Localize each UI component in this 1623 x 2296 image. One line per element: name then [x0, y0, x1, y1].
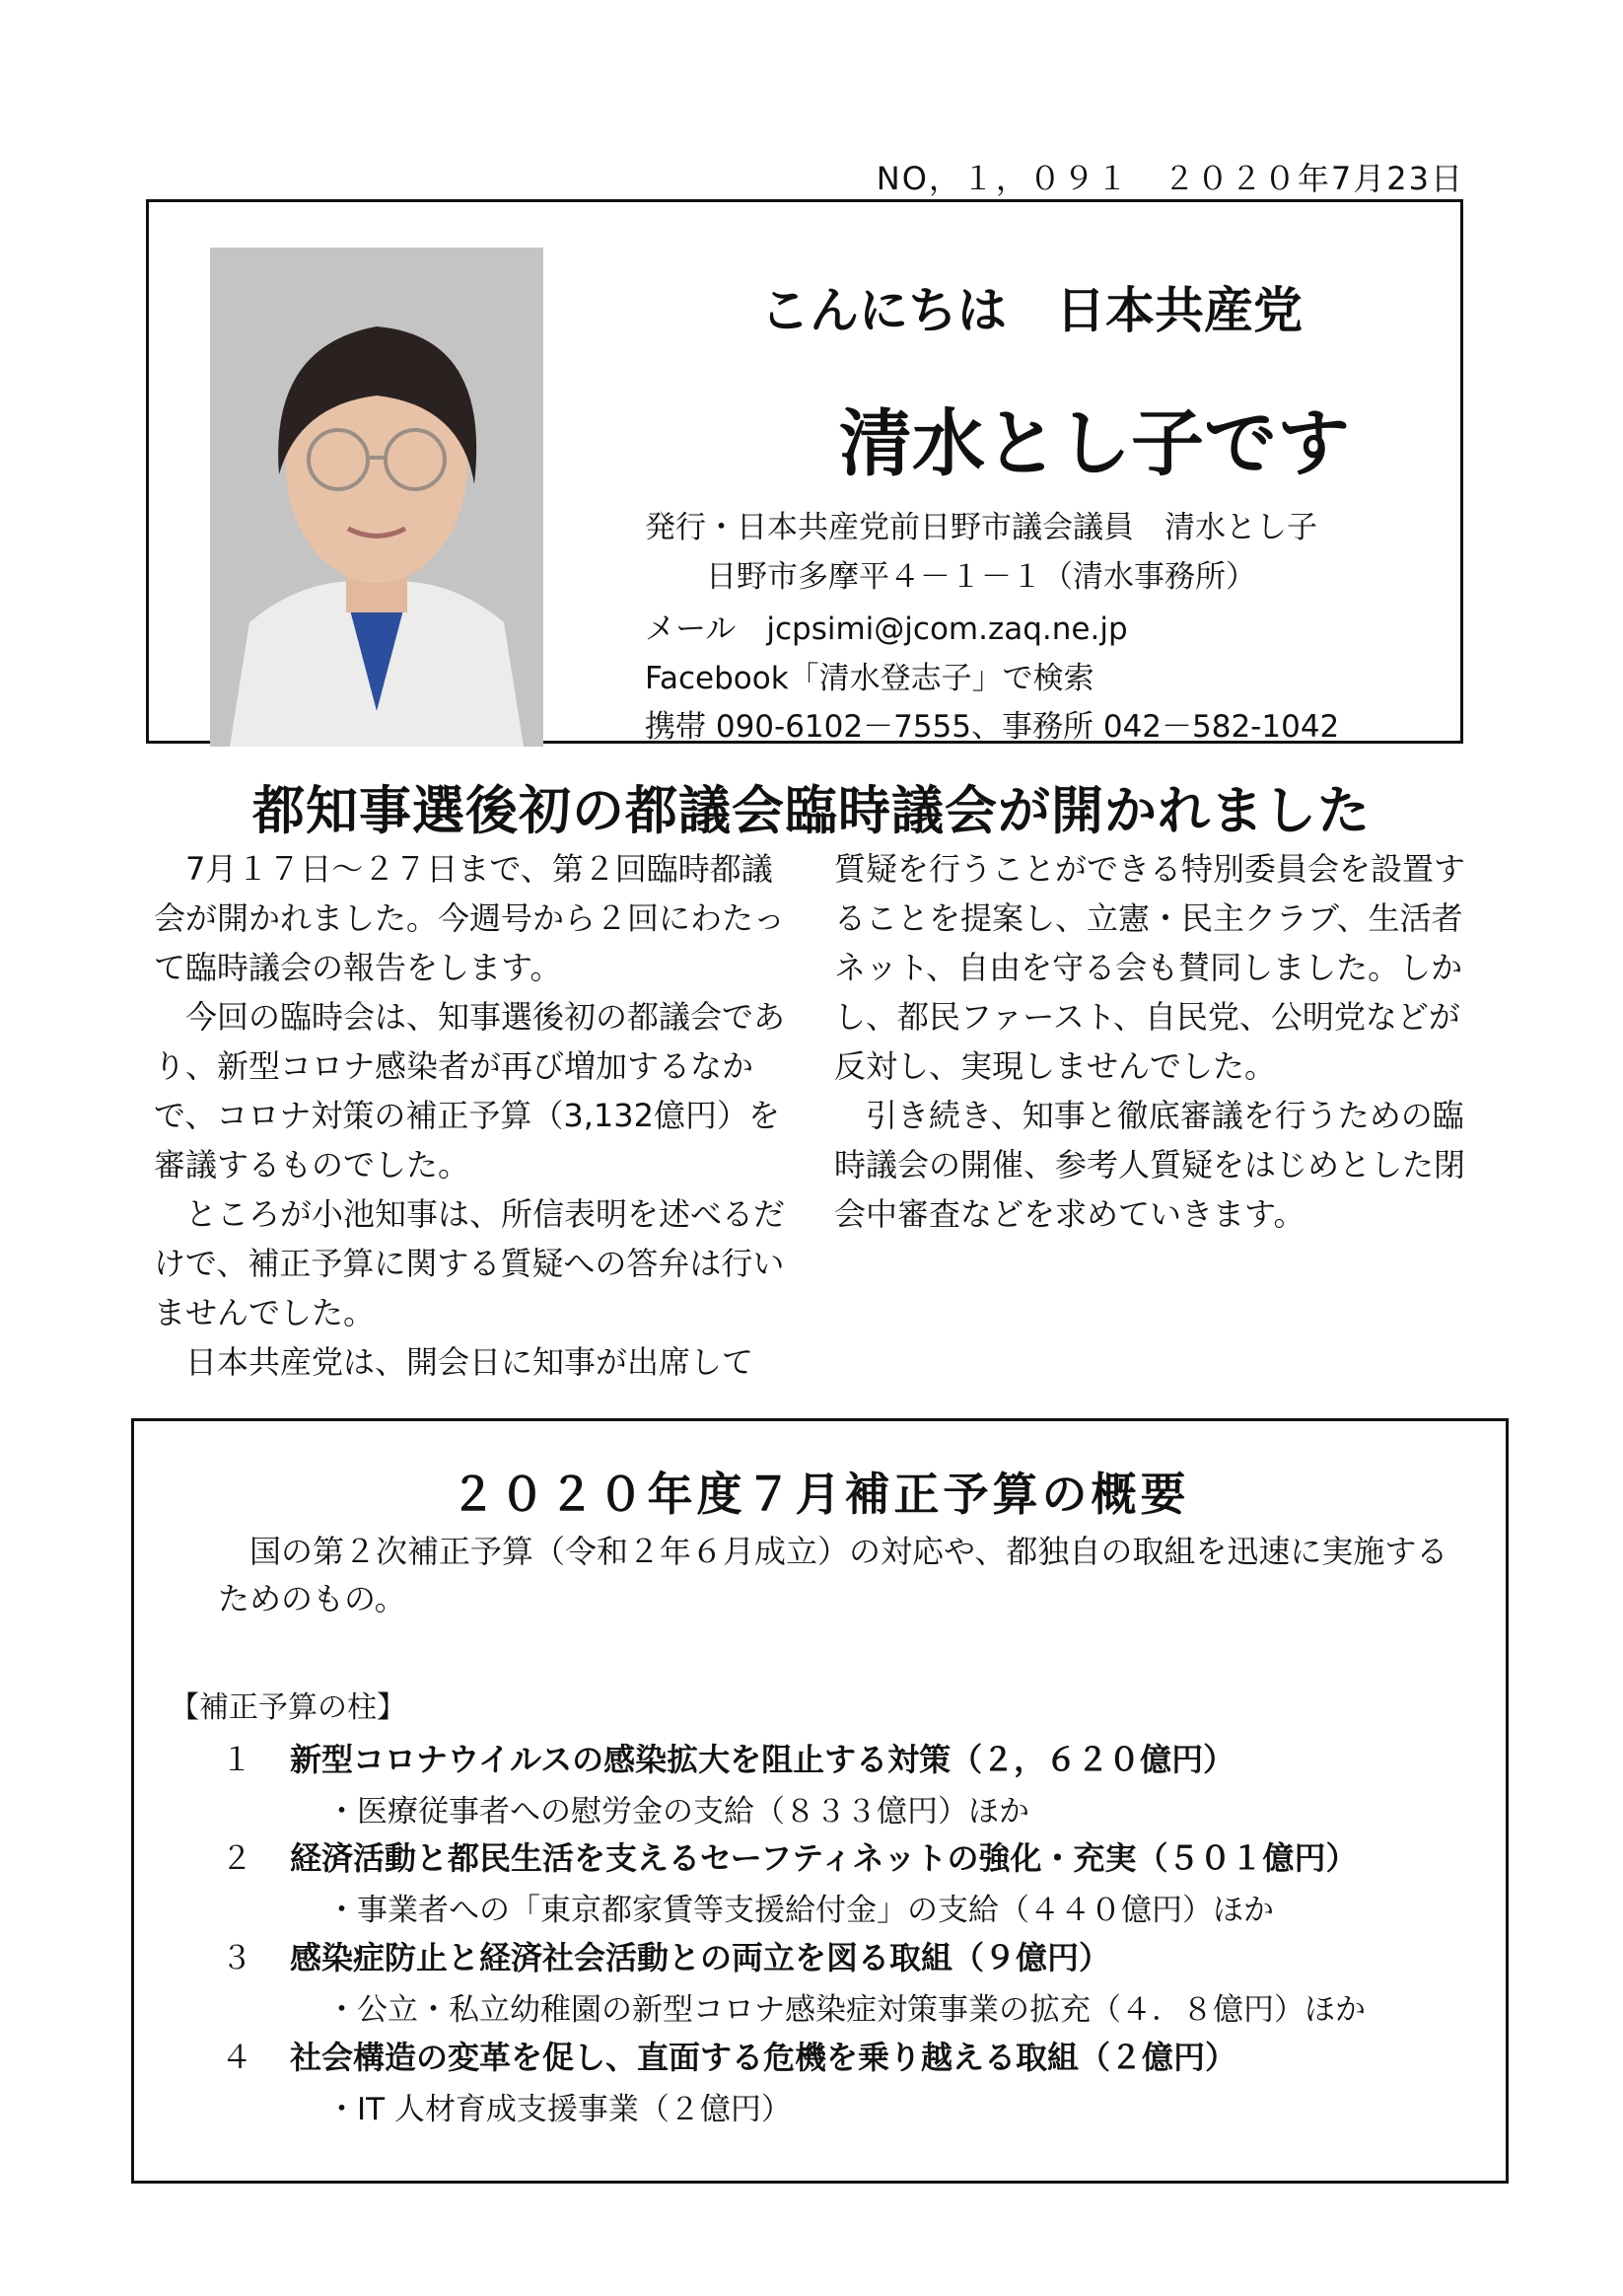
publisher-line: 発行・日本共産党前日野市議会議員 清水とし子: [645, 510, 1317, 545]
address-line: 日野市多摩平４－１－１（清水事務所）: [645, 559, 1256, 595]
pillar-number: ３: [221, 1939, 253, 1976]
pillar-number: ２: [221, 1839, 253, 1877]
article-paragraph: 引き続き、知事と徹底審議を行うための臨時議会の開催、参考人質疑をはじめとした閉会中審査などを求めていきます。: [834, 1097, 1466, 1233]
pillar-detail: ・事業者への「東京都家賃等支援給付金」の支給（４４０億円）ほか: [326, 1893, 1274, 1928]
budget-summary-box: [131, 1418, 1509, 2184]
budget-title: ２０２０年度７月補正予算の概要: [450, 1468, 1190, 1521]
pillar-number: １: [221, 1741, 253, 1778]
greeting-title: こんにちは 日本共産党: [760, 282, 1303, 339]
article-headline: 都知事選後初の都議会臨時議会が開かれました: [252, 781, 1371, 841]
name-title: 清水とし子です: [839, 401, 1350, 486]
pillar-title: 新型コロナウイルスの感染拡大を阻止する対策（２，６２０億円）: [290, 1741, 1235, 1778]
pillar-item: [221, 1735, 1235, 1780]
article-paragraph: 7月１７日～２７日まで、第２回臨時都議会が開かれました。今週号から２回にわたって臨時議会の報告をします。: [154, 850, 786, 986]
pillar-title: 感染症防止と経済社会活動との両立を図る取組（９億円）: [290, 1939, 1111, 1976]
portrait-photo: [210, 248, 543, 747]
article-paragraph: 質疑を行うことができる特別委員会を設置することを提案し、立憲・民主クラブ、生活者ネット、自由を守る会も賛同しました。しかし、都民ファースト、自民党、公明党などが反対し、実現しませんでした。: [834, 850, 1466, 1085]
pillar-item: [221, 1833, 1358, 1879]
pillar-detail: ・公立・私立幼稚園の新型コロナ感染症対策事業の拡充（４．８億円）ほか: [326, 1992, 1366, 2028]
article-paragraph: 日本共産党は、開会日に知事が出席して: [185, 1343, 754, 1381]
pillar-detail: ・医療従事者への慰労金の支給（８３３億円）ほか: [326, 1794, 1029, 1830]
email-line: メール jcpsimi@jcom.zaq.ne.jp: [645, 611, 1128, 647]
pillar-item: [221, 2033, 1236, 2078]
article-paragraph: ところが小池知事は、所信表明を述べるだけで、補正予算に関する質疑への答弁は行いませんでした。: [154, 1195, 786, 1331]
header-box: [146, 199, 1463, 744]
pillar-item: [221, 1933, 1110, 1978]
pillar-title: 社会構造の変革を促し、直面する危機を乗り越える取組（２億円）: [290, 2039, 1237, 2076]
article-column-right: [834, 844, 1465, 1239]
facebook-line: Facebook「清水登志子」で検索: [645, 661, 1094, 696]
article-paragraph: 今回の臨時会は、知事選後初の都議会であり、新型コロナ感染者が再び増加するなかで、コロナ対策の補正予算（3,132億円）を審議するものでした。: [154, 998, 786, 1184]
pillar-title: 経済活動と都民生活を支えるセーフティネットの強化・充実（５０１億円）: [290, 1839, 1358, 1877]
pillars-heading: 【補正予算の柱】: [170, 1690, 406, 1725]
article-column-left: [154, 844, 785, 1387]
pillar-number: ４: [221, 2039, 253, 2076]
issue-number-date: NO，１，０９１ ２０２０年7月23日: [876, 160, 1464, 197]
budget-intro: 国の第２次補正予算（令和２年６月成立）の対応や、都独自の取組を迅速に実施するためのもの。: [218, 1533, 1448, 1617]
phone-line: 携帯 090-6102－7555、事務所 042－582-1042: [645, 709, 1340, 745]
pillar-detail: ・IT 人材育成支援事業（２億円）: [326, 2092, 792, 2127]
